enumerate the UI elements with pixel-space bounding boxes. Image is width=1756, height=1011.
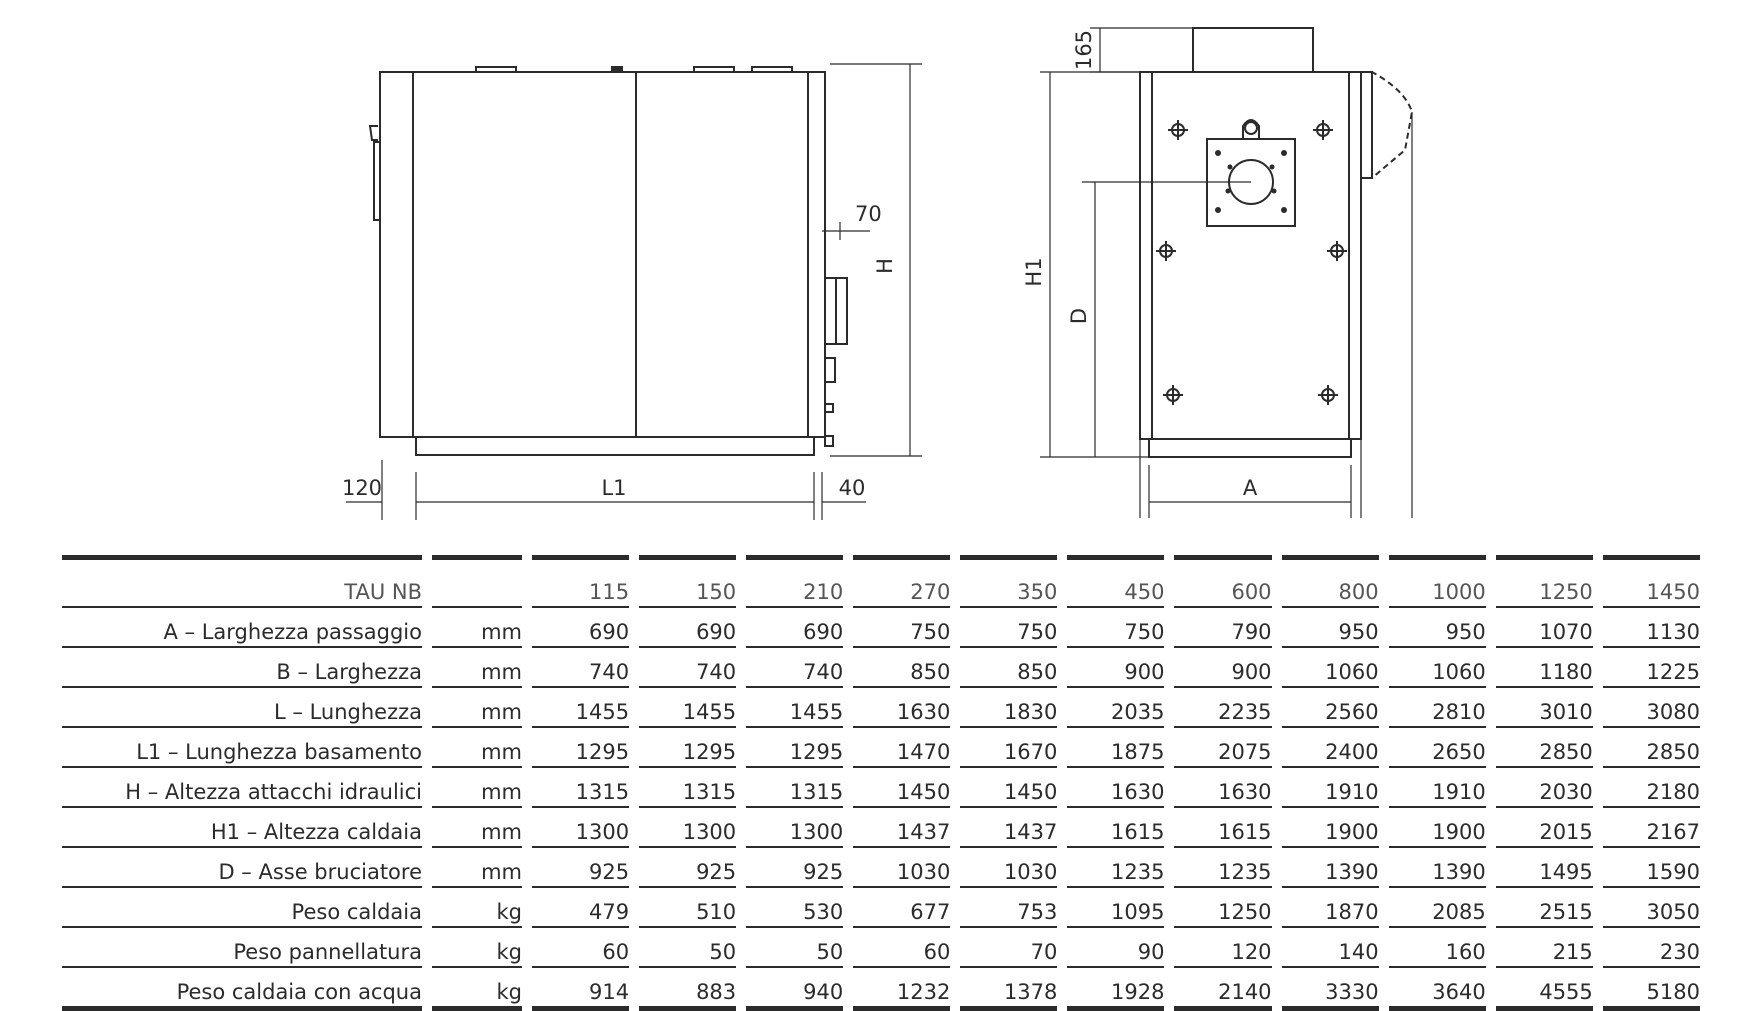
table-cell: 1225: [1603, 648, 1700, 688]
table-cell: 690: [746, 608, 843, 648]
table-cell: 1030: [960, 848, 1057, 888]
table-cell: 1455: [746, 688, 843, 728]
header-model-115: 115: [532, 555, 629, 608]
table-cell: 753: [960, 888, 1057, 928]
table-cell: 850: [960, 648, 1057, 688]
table-cell: 1315: [639, 768, 736, 808]
table-cell: 740: [639, 648, 736, 688]
header-model-270: 270: [853, 555, 950, 608]
table-row: [62, 808, 1700, 848]
table-cell: 950: [1282, 608, 1379, 648]
table-cell: 1900: [1282, 808, 1379, 848]
table-cell: 1295: [639, 728, 736, 768]
header-model-150: 150: [639, 555, 736, 608]
table-row: [62, 848, 1700, 888]
dim-label-a: A: [1242, 476, 1258, 500]
table-cell: 900: [1067, 648, 1164, 688]
table-cell: 5180: [1603, 968, 1700, 1011]
table-cell: 914: [532, 968, 629, 1011]
row-label: L1 – Lunghezza basamento: [62, 728, 422, 768]
table-cell: 2400: [1282, 728, 1379, 768]
table-cell: 70: [960, 928, 1057, 968]
dim-label-h: H: [873, 258, 897, 274]
table-cell: 690: [532, 608, 629, 648]
table-cell: 1590: [1603, 848, 1700, 888]
table-row: [62, 968, 1700, 1011]
table-cell: 1300: [532, 808, 629, 848]
table-cell: 950: [1389, 608, 1486, 648]
table-cell: 2850: [1496, 728, 1593, 768]
table-cell: 2140: [1174, 968, 1271, 1011]
table-cell: 60: [532, 928, 629, 968]
table-cell: 1437: [853, 808, 950, 848]
table-cell: 740: [746, 648, 843, 688]
table-cell: 1180: [1496, 648, 1593, 688]
table-cell: 1030: [853, 848, 950, 888]
table-cell: 1495: [1496, 848, 1593, 888]
table-cell: 140: [1282, 928, 1379, 968]
table-cell: 1095: [1067, 888, 1164, 928]
table-cell: 1250: [1174, 888, 1271, 928]
table-cell: 1437: [960, 808, 1057, 848]
table-cell: 2035: [1067, 688, 1164, 728]
table-cell: 3640: [1389, 968, 1486, 1011]
table-cell: 925: [639, 848, 736, 888]
table-cell: 1300: [746, 808, 843, 848]
table-cell: 1630: [853, 688, 950, 728]
row-label: Peso pannellatura: [62, 928, 422, 968]
row-label: L – Lunghezza: [62, 688, 422, 728]
row-unit: kg: [432, 928, 522, 968]
table-cell: 90: [1067, 928, 1164, 968]
table-cell: 1130: [1603, 608, 1700, 648]
table-cell: 2015: [1496, 808, 1593, 848]
table-cell: 2085: [1389, 888, 1486, 928]
table-cell: 50: [639, 928, 736, 968]
row-unit: mm: [432, 848, 522, 888]
dim-label-120: 120: [341, 476, 383, 500]
dim-label-165: 165: [1072, 29, 1096, 71]
table-cell: 750: [853, 608, 950, 648]
table-cell: 120: [1174, 928, 1271, 968]
table-cell: 1615: [1174, 808, 1271, 848]
table-cell: 2030: [1496, 768, 1593, 808]
table-cell: 1315: [746, 768, 843, 808]
row-label: H1 – Altezza caldaia: [62, 808, 422, 848]
table-cell: 230: [1603, 928, 1700, 968]
table-cell: 2515: [1496, 888, 1593, 928]
table-cell: 690: [639, 608, 736, 648]
table-cell: 925: [746, 848, 843, 888]
row-unit: mm: [432, 688, 522, 728]
row-label: A – Larghezza passaggio: [62, 608, 422, 648]
table-row: [62, 688, 1700, 728]
row-label: Peso caldaia con acqua: [62, 968, 422, 1011]
table-cell: 1232: [853, 968, 950, 1011]
header-model-800: 800: [1282, 555, 1379, 608]
table-cell: 1070: [1496, 608, 1593, 648]
table-cell: 677: [853, 888, 950, 928]
row-unit: mm: [432, 728, 522, 768]
header-model-450: 450: [1067, 555, 1164, 608]
table-cell: 160: [1389, 928, 1486, 968]
table-cell: 1295: [746, 728, 843, 768]
table-cell: 883: [639, 968, 736, 1011]
dim-label-70: 70: [855, 202, 882, 226]
dim-label-h1: H1: [1022, 257, 1046, 287]
table-cell: 3330: [1282, 968, 1379, 1011]
table-cell: 1300: [639, 808, 736, 848]
table-cell: 2180: [1603, 768, 1700, 808]
row-label: H – Altezza attacchi idraulici: [62, 768, 422, 808]
table-cell: 750: [1067, 608, 1164, 648]
row-unit: kg: [432, 888, 522, 928]
table-cell: 1900: [1389, 808, 1486, 848]
table-row: [62, 728, 1700, 768]
header-unit: [432, 555, 522, 608]
table-cell: 1615: [1067, 808, 1164, 848]
table-row: [62, 928, 1700, 968]
table-cell: 60: [853, 928, 950, 968]
header-model-600: 600: [1174, 555, 1271, 608]
table-cell: 1455: [639, 688, 736, 728]
table-cell: 1295: [532, 728, 629, 768]
dim-label-40: 40: [838, 476, 866, 500]
table-cell: 2075: [1174, 728, 1271, 768]
row-label: Peso caldaia: [62, 888, 422, 928]
table-cell: 4555: [1496, 968, 1593, 1011]
table-cell: 1670: [960, 728, 1057, 768]
row-unit: mm: [432, 808, 522, 848]
table-cell: 3050: [1603, 888, 1700, 928]
row-unit: mm: [432, 768, 522, 808]
table-cell: 1060: [1282, 648, 1379, 688]
table-cell: 510: [639, 888, 736, 928]
table-cell: 1910: [1389, 768, 1486, 808]
table-cell: 1390: [1389, 848, 1486, 888]
row-unit: mm: [432, 608, 522, 648]
row-label: B – Larghezza: [62, 648, 422, 688]
table-cell: 50: [746, 928, 843, 968]
table-cell: 479: [532, 888, 629, 928]
table-cell: 1390: [1282, 848, 1379, 888]
table-cell: 925: [532, 848, 629, 888]
table-cell: 3080: [1603, 688, 1700, 728]
table-cell: 1060: [1389, 648, 1486, 688]
table-row: [62, 648, 1700, 688]
table-cell: 1235: [1067, 848, 1164, 888]
table-cell: 940: [746, 968, 843, 1011]
table-cell: 2235: [1174, 688, 1271, 728]
header-model-label: TAU NB: [62, 555, 422, 608]
table-cell: 1378: [960, 968, 1057, 1011]
side-view-boiler: [370, 67, 847, 455]
row-label: D – Asse bruciatore: [62, 848, 422, 888]
table-row: [62, 888, 1700, 928]
table-cell: 1630: [1067, 768, 1164, 808]
specifications-table: [52, 555, 1710, 1011]
table-cell: 1450: [853, 768, 950, 808]
table-cell: 2850: [1603, 728, 1700, 768]
table-cell: 750: [960, 608, 1057, 648]
table-cell: 1450: [960, 768, 1057, 808]
header-model-1000: 1000: [1389, 555, 1486, 608]
dim-label-l1: L1: [601, 476, 627, 500]
table-cell: 1830: [960, 688, 1057, 728]
table-cell: 900: [1174, 648, 1271, 688]
table-cell: 1455: [532, 688, 629, 728]
table-cell: 1235: [1174, 848, 1271, 888]
table-cell: 1928: [1067, 968, 1164, 1011]
front-view-boiler: [1140, 28, 1412, 457]
table-cell: 530: [746, 888, 843, 928]
table-cell: 790: [1174, 608, 1271, 648]
row-unit: kg: [432, 968, 522, 1011]
header-model-1450: 1450: [1603, 555, 1700, 608]
table-cell: 1630: [1174, 768, 1271, 808]
table-cell: 1870: [1282, 888, 1379, 928]
table-cell: 2560: [1282, 688, 1379, 728]
table-cell: 2167: [1603, 808, 1700, 848]
dim-label-d: D: [1067, 307, 1091, 325]
table-cell: 850: [853, 648, 950, 688]
header-model-210: 210: [746, 555, 843, 608]
table-cell: 1315: [532, 768, 629, 808]
table-cell: 1875: [1067, 728, 1164, 768]
table-cell: 3010: [1496, 688, 1593, 728]
table-header-row: [62, 555, 1700, 608]
table-cell: 215: [1496, 928, 1593, 968]
table-cell: 2650: [1389, 728, 1486, 768]
header-model-350: 350: [960, 555, 1057, 608]
header-model-1250: 1250: [1496, 555, 1593, 608]
table-cell: 2810: [1389, 688, 1486, 728]
row-unit: mm: [432, 648, 522, 688]
table-row: [62, 608, 1700, 648]
table-cell: 1470: [853, 728, 950, 768]
table-cell: 740: [532, 648, 629, 688]
table-row: [62, 768, 1700, 808]
table-cell: 1910: [1282, 768, 1379, 808]
